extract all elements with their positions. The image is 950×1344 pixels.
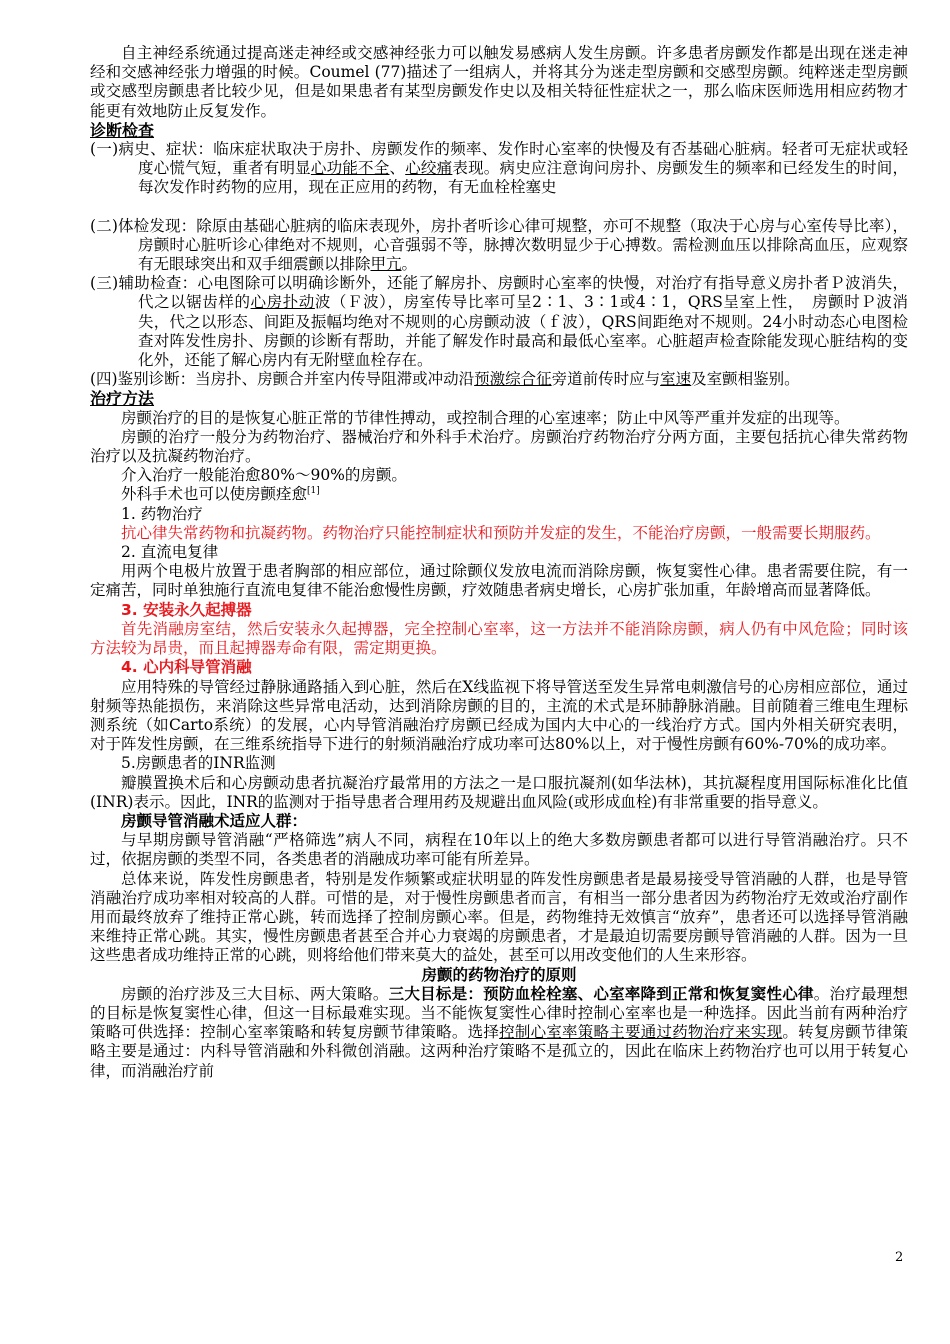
inr-text: 瓣膜置换术后和心房颤动患者抗凝治疗最常用的方法之一是口服抗凝剂(如华法林)，其抗凝程度用国际标准化比值(INR)表示。因此，INR的监测对于指导患者合理用药及规避出血风险(或形成血栓)有非常重要的指导意义。	[90, 773, 908, 811]
subheading-cardioversion: 2. 直流电复律	[121, 543, 219, 562]
pacemaker-text: 首先消融房室结，然后安装永久起搏器，完全控制心室率，这一方法并不能消除房颤，病人仍有中风危险；同时该方法较为昂贵，而且起搏器寿命有限，需定期更换。	[90, 619, 908, 658]
link-heart-failure[interactable]: 心功能不全	[310, 159, 390, 178]
treatment-overview: 房颤的治疗一般分为药物治疗、器械治疗和外科手术治疗。房颤治疗药物治疗分两方面，主要包括抗心律失常药物治疗以及抗凝药物治疗。	[90, 427, 908, 466]
diagnosis-item-2: (二)体检发现：除原由基础心脏病的临床表现外，房扑者听诊心律可规整，亦可不规整（取决于心房与心室传导比率），房颤时心脏听诊心律绝对不规则，心音强弱不等，脉搏次数明显少于心搏数。需检测血压以排除高血压，应观察有无眼球突出和双手细震颤以排除甲亢。	[90, 216, 908, 274]
link-preexcitation[interactable]: 预激综合征	[474, 370, 552, 389]
link-vt[interactable]: 室速	[660, 370, 692, 389]
subheading-inr: 5.房颤患者的INR监测	[121, 754, 276, 773]
link-angina[interactable]: 心绞痛	[405, 159, 453, 178]
intro-paragraph: 自主神经系统通过提高迷走神经或交感神经张力可以触发易感病人发生房颤。许多患者房颤发作都是出现在迷走神经和交感神经张力增强的时候。Coumel (77)描述了一组病人，并将其分为迷走型房颤和交感型房颤。纯粹迷走型房颤或交感型房颤患者比较少见，但是如果患者有某型房颤发作史以及相关特征性症状之一，那么临床医师选用相应药物才能更有效地防止反复发作。	[90, 44, 908, 120]
subheading-pacemaker: 3. 安装永久起搏器	[121, 600, 252, 619]
treatment-surgery: 外科手术也可以使房颤痊愈[1]	[121, 485, 320, 504]
candidates-text-1: 与早期房颤导管消融“严格筛选”病人不同，病程在10年以上的绝大多数房颤患者都可以进行导管消融治疗。只不过，依据房颤的类型不同，各类患者的消融成功率可能有所差异。	[90, 831, 908, 869]
subheading-drug-therapy: 1. 药物治疗	[121, 504, 203, 523]
candidates-text-2: 总体来说，阵发性房颤患者，特别是发作频繁或症状明显的阵发性房颤患者是最易接受导管消融的人群，也是导管消融治疗成功率相对较高的人群。可惜的是，对于慢性房颤患者而言，有相当一部分患者因为药物治疗无效或治疗副作用而最终放弃了维持正常心跳，转而选择了控制房颤心率。但是，药物维持无效慎言“放弃”，患者还可以选择导管消融来维持正常心跳。其实，慢性房颤患者甚至合并心力衰竭的房颤患者，才是最迫切需要房颤导管消融的人群。因为一旦这些患者成功维持正常的心跳，则将给他们带来莫大的益处，甚至可以用改变他们的人生来形容。	[90, 869, 908, 965]
cardioversion-text: 用两个电极片放置于患者胸部的相应部位，通过除颤仪发放电流而消除房颤，恢复窦性心律。患者需要住院，有一定痛苦，同时单独施行直流电复律不能治愈慢性房颤，疗效随患者病史增长，心房扩张加重，年龄增高而显著降低。	[90, 562, 908, 600]
diagnosis-item-3: (三)辅助检查：心电图除可以明确诊断外，还能了解房扑、房颤时心室率的快慢，对治疗有指导意义房扑者Ｐ波消失，代之以锯齿样的心房扑动波（Ｆ波），房室传导比率可呈2∶1、3∶1或4∶1，QRS呈室上性， 房颤时Ｐ波消失，代之以形态、间距及振幅均绝对不规则的心房颤动波（ｆ波），QRS间距绝对不规则。24小时动态心电图检查对阵发性房扑、房颤的诊断有帮助，并能了解发作时最高和最低心室率。心脏超声检查除能发现心脏结构的变化外，还能了解心房内有无附壁血栓存在。	[90, 274, 908, 370]
drug-therapy-text: 抗心律失常药物和抗凝药物。药物治疗只能控制症状和预防并发症的发生，不能治疗房颤，一般需要长期服药。	[121, 523, 881, 542]
heading-drug-principles: 房颤的药物治疗的原则	[421, 965, 577, 984]
catheter-ablation-text: 应用特殊的导管经过静脉通路插入到心脏，然后在X线监视下将导管送至发生异常电刺激信号的心房相应部位，通过射频等热能损伤，来消除这些异常电活动，达到消除房颤的目的，主流的术式是环肺静脉消融。目前随着三维电生理标测系统（如Carto系统）的发展，心内导管消融治疗房颤已经成为国内大中心的一线治疗方式。国内外相关研究表明，对于阵发性房颤，在三维系统指导下进行的射频消融治疗成功率可达80%以上，对于慢性房颤有60%-70%的成功率。	[90, 677, 908, 754]
link-atrial-flutter[interactable]: 心房扑动	[250, 293, 315, 312]
treatment-goal: 房颤治疗的目的是恢复心脏正常的节律性搏动，或控制合理的心室速率；防止中风等严重并发症的出现等。	[121, 408, 850, 427]
subheading-ablation-candidates: 房颤导管消融术适应人群：	[121, 811, 308, 830]
drug-principles-text: 房颤的治疗涉及三大目标、两大策略。三大目标是：预防血栓栓塞、心室率降到正常和恢复窦性心律。治疗最理想的目标是恢复窦性心律，但这一目标最难实现。当不能恢复窦性心律时控制心室率也是一种选择。因此当前有两种治疗策略可供选择：控制心室率策略和转复房颤节律策略。选择控制心室率策略主要通过药物治疗来实现。转复房颤节律策略主要是通过：内科导管消融和外科微创消融。这两种治疗策略不是孤立的，因此在临床上药物治疗也可以用于转复心律，而消融治疗前	[90, 984, 908, 1080]
subheading-catheter-ablation: 4. 心内科导管消融	[121, 658, 252, 677]
link-hyperthyroidism[interactable]: 甲亢	[370, 255, 402, 274]
treatment-interventional: 介入治疗一般能治愈80%～90%的房颤。	[121, 466, 407, 485]
diagnosis-item-1: (一)病史、症状：临床症状取决于房扑、房颤发作的频率、发作时心室率的快慢及有否基础心脏病。轻者可无症状或轻度心慌气短，重者有明显心功能不全、心绞痛表现。病史应注意询问房扑、房颤发生的频率和已经发生的时间，每次发作时药物的应用，现在正应用的药物，有无血栓栓塞史	[90, 140, 908, 197]
diagnosis-item-4: (四)鉴别诊断：当房扑、房颤合并室内传导阻滞或冲动沿预激综合征旁道前传时应与室速及室颤相鉴别。	[90, 370, 800, 389]
section-heading-treatment: 治疗方法	[90, 389, 155, 409]
document-page	[90, 44, 908, 1081]
section-heading-diagnosis: 诊断检查	[90, 120, 155, 140]
footnote-ref[interactable]: [1]	[307, 486, 320, 497]
page-number: 2	[895, 1250, 904, 1265]
